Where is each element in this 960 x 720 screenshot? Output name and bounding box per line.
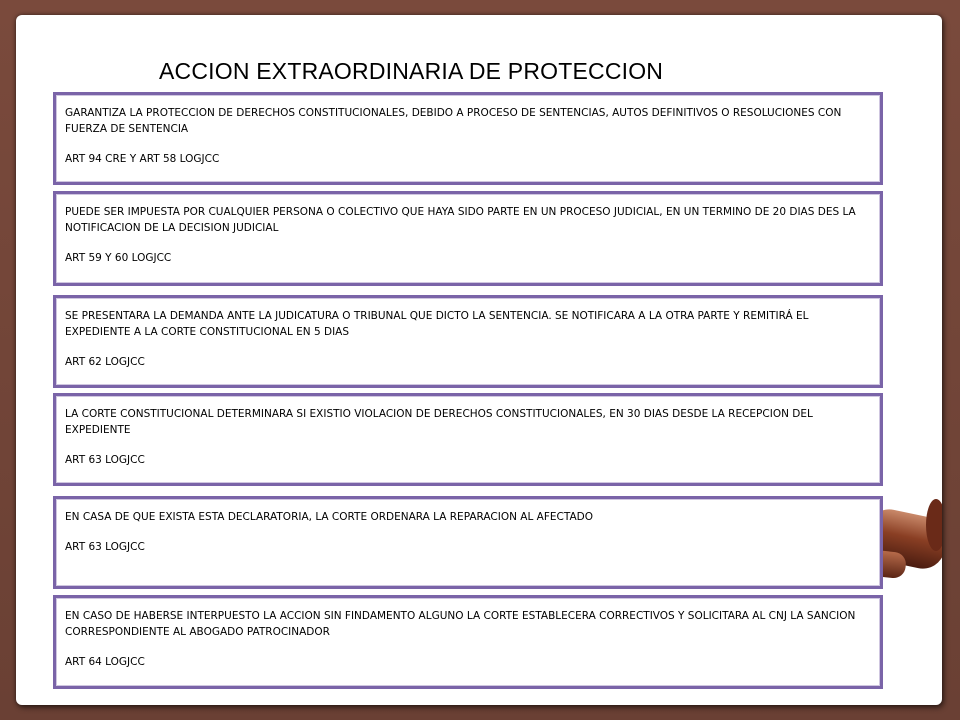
card-description: EN CASA DE QUE EXISTA ESTA DECLARATORIA, LA CORTE ORDENARA LA REPARACION AL AFECTADO (65, 511, 593, 523)
card-description: EN CASO DE HABERSE INTERPUESTO LA ACCION SIN FINDAMENTO ALGUNO LA CORTE ESTABLECERA CORRECTIVOS Y SOLICITARA AL CNJ LA SANCION CORRESPONDIENTE AL ABOGADO PATROCINADOR (65, 610, 856, 638)
card-description: SE PRESENTARA LA DEMANDA ANTE LA JUDICATURA O TRIBUNAL QUE DICTO LA SENTENCIA. SE NOTIFICARA A LA OTRA PARTE Y REMITIRÁ EL EXPEDIENTE A LA CORTE CONSTITUCIONAL EN 5 DIAS (65, 310, 809, 338)
info-card (53, 595, 883, 689)
card-legal-reference: ART 63 LOGJCC (65, 454, 145, 466)
card-legal-reference: ART 64 LOGJCC (65, 656, 145, 668)
info-card (53, 92, 883, 185)
info-card (53, 393, 883, 486)
slide (16, 15, 942, 705)
card-description: LA CORTE CONSTITUCIONAL DETERMINARA SI EXISTIO VIOLACION DE DERECHOS CONSTITUCIONALES, EN 30 DIAS DESDE LA RECEPCION DEL EXPEDIENTE (65, 408, 813, 436)
card-legal-reference: ART 63 LOGJCC (65, 541, 145, 553)
info-card (53, 191, 883, 286)
card-description: GARANTIZA LA PROTECCION DE DERECHOS CONSTITUCIONALES, DEBIDO A PROCESO DE SENTENCIAS, AUTOS DEFINITIVOS O RESOLUCIONES CON FUERZA DE SENTENCIA (65, 107, 842, 135)
card-description: PUEDE SER IMPUESTA POR CUALQUIER PERSONA O COLECTIVO QUE HAYA SIDO PARTE EN UN PROCESO JUDICIAL, EN UN TERMINO DE 20 DIAS DES LA NOTIFICACION DE LA DECISION JUDICIAL (65, 206, 856, 234)
slide-title: ACCION EXTRAORDINARIA DE PROTECCION (159, 58, 664, 84)
info-card (53, 496, 883, 589)
card-legal-reference: ART 59 Y 60 LOGJCC (65, 252, 172, 264)
card-legal-reference: ART 94 CRE Y ART 58 LOGJCC (65, 153, 220, 165)
card-legal-reference: ART 62 LOGJCC (65, 356, 145, 368)
info-card (53, 295, 883, 388)
